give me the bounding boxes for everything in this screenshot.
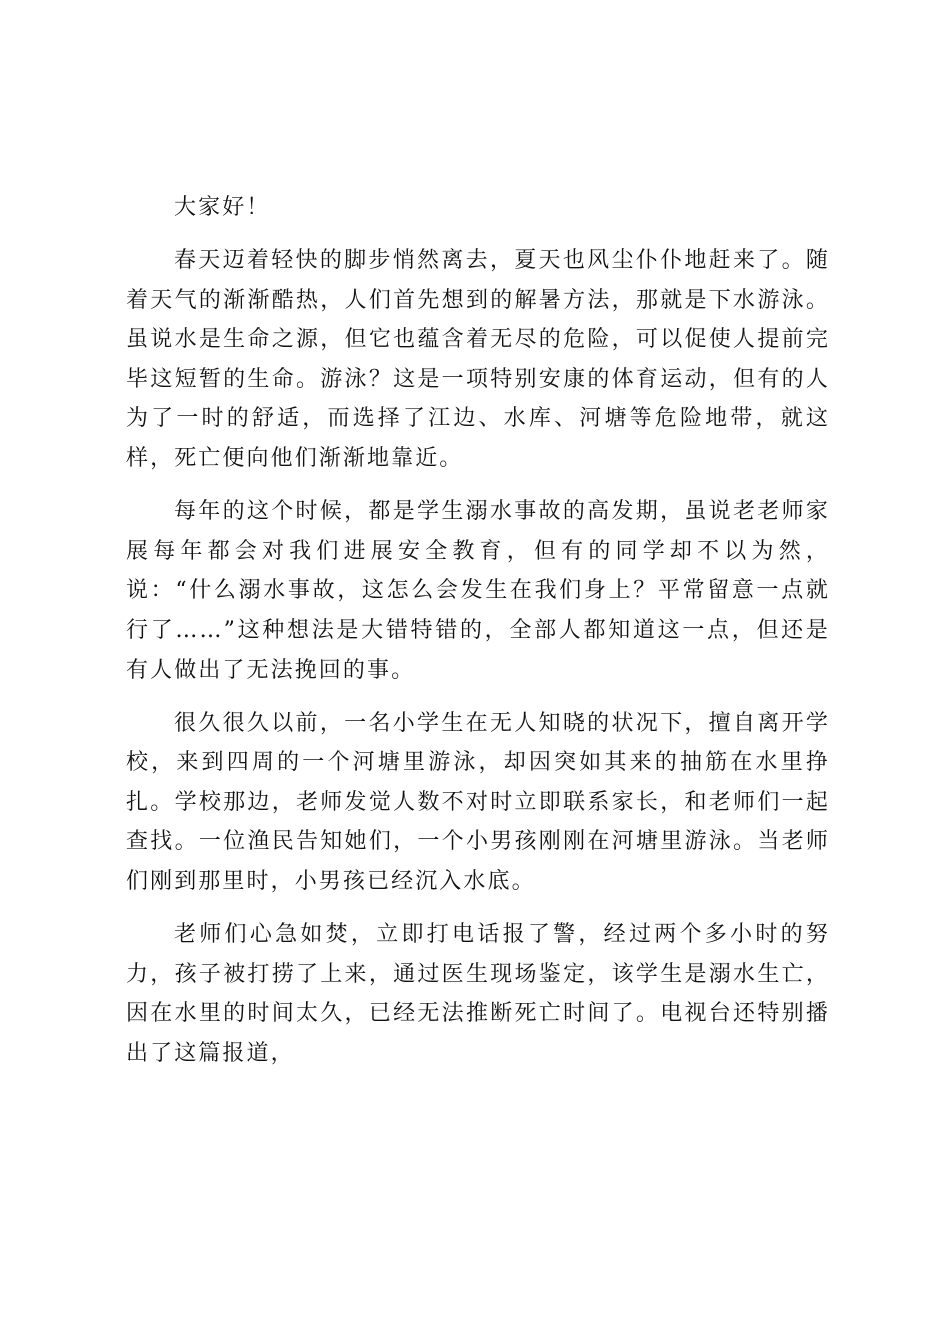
paragraph-2: 每年的这个时候，都是学生溺水事故的高发期，虽说老老师家展每年都会对我们进展安全教育，但有的同学却不以为然，说：“什么溺水事故，这怎么会发生在我们身上？平常留意一点就行了……”这种想法是大错特错的，全部人都知道这一点，但还是有人做出了无法挽回的事。 <box>126 499 830 683</box>
paragraph-4: 老师们心急如焚，立即打电话报了警，经过两个多小时的努力，孩子被打捞了上来，通过医生现场鉴定，该学生是溺水生亡，因在水里的时间太久，已经无法推断死亡时间了。电视台还特别播出了这篇报道， <box>126 922 830 1066</box>
paragraph-1: 春天迈着轻快的脚步悄然离去，夏天也风尘仆仆地赶来了。随着天气的渐渐酷热，人们首先想到的解暑方法，那就是下水游泳。虽说水是生命之源，但它也蕴含着无尽的危险，可以促使人提前完毕这短暂的生命。游泳？这是一项特别安康的体育运动，但有的人为了一时的舒适，而选择了江边、水库、河塘等危险地带，就这样，死亡便向他们渐渐地靠近。 <box>126 248 830 472</box>
greeting-line: 大家好！ <box>174 195 271 220</box>
paragraph-3: 很久很久以前，一名小学生在无人知晓的状况下，擅自离开学校，来到四周的一个河塘里游泳，却因突如其来的抽筋在水里挣扎。学校那边，老师发觉人数不对时立即联系家长，和老师们一起查找。一位渔民告知她们，一个小男孩刚刚在河塘里游泳。当老师们刚到那里时，小男孩已经沉入水底。 <box>126 710 830 894</box>
document-body <box>126 188 830 1087</box>
